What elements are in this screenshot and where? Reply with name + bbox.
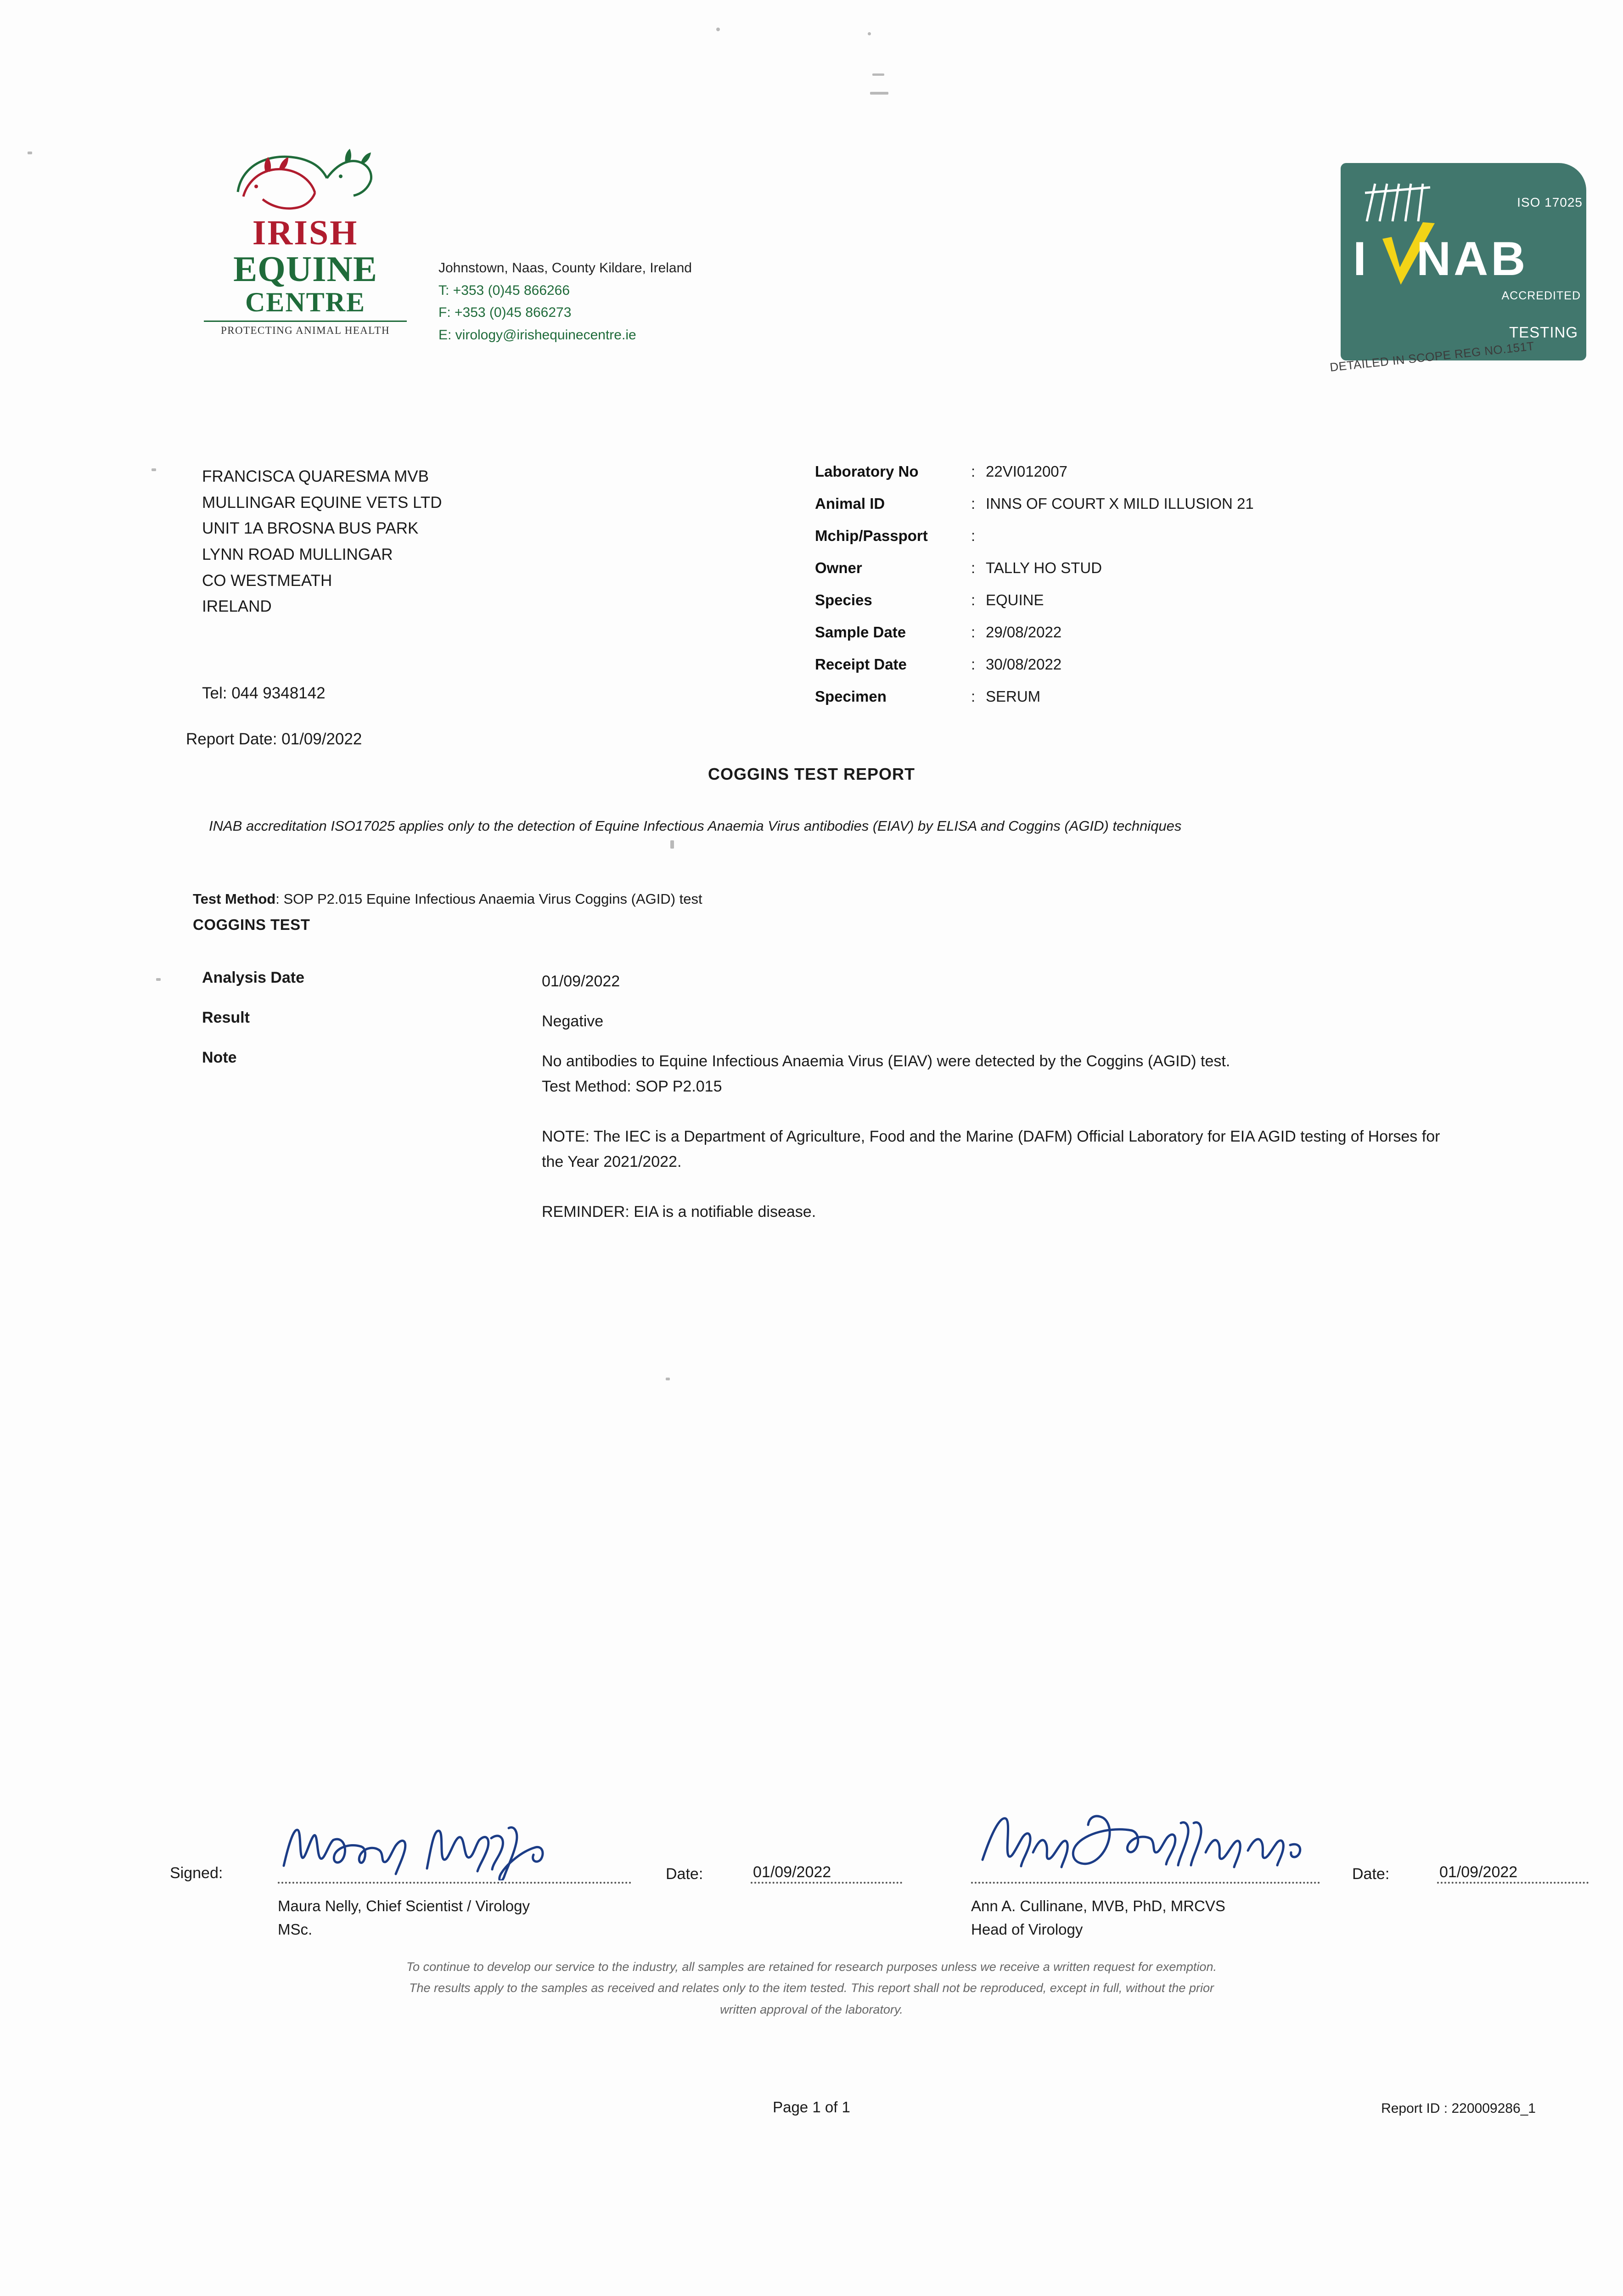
signed-label: Signed: bbox=[170, 1864, 223, 1882]
detail-value: EQUINE bbox=[986, 591, 1044, 608]
company-logo bbox=[197, 142, 413, 337]
detail-key: Animal ID bbox=[815, 495, 885, 512]
detail-value: TALLY HO STUD bbox=[986, 559, 1102, 576]
note-value bbox=[542, 1049, 1442, 1225]
table-row bbox=[815, 625, 1254, 657]
detail-colon: : bbox=[971, 688, 976, 705]
detail-value: 30/08/2022 bbox=[986, 656, 1062, 673]
results-block bbox=[202, 969, 1442, 1240]
contact-fax: F: +353 (0)45 866273 bbox=[438, 305, 572, 321]
table-row bbox=[815, 464, 1254, 496]
inab-accredited-label: ACCREDITED bbox=[1501, 289, 1581, 302]
page-number: Page 1 of 1 bbox=[773, 2099, 850, 2116]
recipient-line: LYNN ROAD MULLINGAR bbox=[202, 546, 393, 564]
date-value-right: 01/09/2022 bbox=[1439, 1863, 1518, 1881]
date-line-left bbox=[751, 1882, 902, 1884]
contact-block bbox=[438, 257, 692, 346]
detail-colon: : bbox=[971, 559, 976, 576]
analysis-date-value: 01/09/2022 bbox=[542, 973, 620, 990]
footer-disclaimer bbox=[0, 1956, 1623, 2020]
detail-colon: : bbox=[971, 591, 976, 608]
recipient-telephone: Tel: 044 9348142 bbox=[202, 684, 326, 702]
contact-address: Johnstown, Naas, County Kildare, Ireland bbox=[438, 260, 692, 276]
inab-iso-label: ISO 17025 bbox=[1517, 195, 1583, 209]
detail-colon: : bbox=[971, 624, 976, 641]
test-method-label: Test Method bbox=[193, 891, 276, 907]
detail-value: 29/08/2022 bbox=[986, 624, 1062, 641]
contact-email: E: virology@irishequinecentre.ie bbox=[438, 327, 636, 343]
note-label: Note bbox=[202, 1049, 237, 1067]
disclaimer-line: written approval of the laboratory. bbox=[720, 2002, 903, 2016]
table-row bbox=[815, 560, 1254, 592]
logo-word-centre: CENTRE bbox=[245, 287, 366, 317]
result-label: Result bbox=[202, 1009, 250, 1027]
recipient-line: UNIT 1A BROSNA BUS PARK bbox=[202, 519, 419, 538]
detail-key: Specimen bbox=[815, 688, 887, 705]
recipient-line: FRANCISCA QUARESMA MVB bbox=[202, 467, 429, 485]
scan-speck bbox=[670, 840, 674, 849]
detail-colon: : bbox=[971, 495, 976, 512]
signature-line-left bbox=[278, 1882, 631, 1884]
signatory-left-name: Maura Nelly, Chief Scientist / Virology bbox=[278, 1897, 530, 1914]
table-row bbox=[815, 592, 1254, 625]
result-row-analysis-date bbox=[202, 969, 1442, 994]
signatory-left bbox=[278, 1894, 530, 1941]
signature-line-right bbox=[971, 1882, 1320, 1884]
test-method-value: : SOP P2.015 Equine Infectious Anaemia Virus Coggins (AGID) test bbox=[275, 891, 702, 907]
table-row bbox=[815, 528, 1254, 560]
inab-letter-i: I bbox=[1353, 232, 1366, 286]
result-value: Negative bbox=[542, 1013, 604, 1030]
table-row bbox=[815, 657, 1254, 689]
contact-telephone: T: +353 (0)45 866266 bbox=[438, 282, 570, 298]
disclaimer-line: To continue to develop our service to the industry, all samples are retained for research purposes unless we receive a written request for exemption. bbox=[406, 1960, 1217, 1974]
result-row-note bbox=[202, 1049, 1442, 1225]
detail-colon: : bbox=[971, 656, 976, 673]
logo-word-equine: EQUINE bbox=[233, 249, 377, 289]
signature-image-maura-nelly bbox=[275, 1812, 588, 1880]
detail-key: Laboratory No bbox=[815, 463, 919, 480]
detail-key: Sample Date bbox=[815, 624, 906, 641]
section-heading: COGGINS TEST bbox=[193, 916, 310, 933]
detail-colon: : bbox=[971, 463, 976, 480]
disclaimer-line: The results apply to the samples as received and relates only to the item tested. This report shall not be reproduced, except in full, without the prior bbox=[409, 1981, 1214, 1995]
logo-divider bbox=[204, 321, 407, 322]
signature-image-ann-cullinane bbox=[973, 1805, 1309, 1878]
document-header bbox=[0, 0, 1623, 441]
detail-key: Receipt Date bbox=[815, 656, 907, 673]
table-row bbox=[815, 496, 1254, 528]
detail-key: Species bbox=[815, 591, 872, 608]
detail-key: Owner bbox=[815, 559, 862, 576]
note-paragraph: No antibodies to Equine Infectious Anaemia Virus (EIAV) were detected by the Coggins (AGID) test. bbox=[542, 1052, 1230, 1070]
result-row-result bbox=[202, 1009, 1442, 1034]
signatory-left-qual: MSc. bbox=[278, 1921, 313, 1938]
logo-word-irish: IRISH bbox=[252, 214, 359, 252]
inab-accreditation-logo bbox=[1325, 152, 1605, 409]
signatory-right-role: Head of Virology bbox=[971, 1921, 1083, 1938]
scan-speck bbox=[152, 468, 156, 471]
report-date: Report Date: 01/09/2022 bbox=[186, 730, 362, 748]
date-label-right: Date: bbox=[1352, 1865, 1390, 1883]
table-row bbox=[815, 689, 1254, 721]
detail-value: SERUM bbox=[986, 688, 1041, 705]
scan-speck bbox=[666, 1378, 670, 1380]
signatory-right bbox=[971, 1894, 1225, 1941]
detail-key: Mchip/Passport bbox=[815, 527, 928, 544]
date-label-left: Date: bbox=[666, 1865, 703, 1883]
recipient-line: IRELAND bbox=[202, 597, 272, 616]
detail-colon: : bbox=[971, 527, 976, 544]
recipient-address bbox=[202, 464, 442, 620]
report-id: Report ID : 220009286_1 bbox=[1381, 2101, 1536, 2116]
inab-scope-label: DETAILED IN SCOPE REG NO.151T bbox=[1329, 339, 1535, 374]
inab-testing-label: TESTING bbox=[1509, 324, 1578, 341]
logo-tagline: PROTECTING ANIMAL HEALTH bbox=[221, 324, 390, 336]
analysis-date-label: Analysis Date bbox=[202, 969, 304, 986]
inab-letters-nab: NAB bbox=[1416, 232, 1528, 286]
detail-value: INNS OF COURT X MILD ILLUSION 21 bbox=[986, 495, 1254, 512]
note-paragraph: Test Method: SOP P2.015 bbox=[542, 1078, 722, 1096]
date-value-left: 01/09/2022 bbox=[753, 1863, 831, 1881]
date-line-right bbox=[1437, 1882, 1589, 1884]
recipient-line: MULLINGAR EQUINE VETS LTD bbox=[202, 493, 442, 512]
scan-speck bbox=[156, 978, 161, 981]
note-paragraph: NOTE: The IEC is a Department of Agriculture, Food and the Marine (DAFM) Official Laboratory for EIA AGID testing of Horses for the Year 2021/2022. bbox=[542, 1128, 1440, 1171]
recipient-line: CO WESTMEATH bbox=[202, 571, 332, 590]
signatory-right-name: Ann A. Cullinane, MVB, PhD, MRCVS bbox=[971, 1897, 1225, 1914]
detail-value: 22VI012007 bbox=[986, 463, 1068, 480]
page-title: COGGINS TEST REPORT bbox=[708, 765, 915, 783]
note-paragraph: REMINDER: EIA is a notifiable disease. bbox=[542, 1203, 816, 1221]
accreditation-note: INAB accreditation ISO17025 applies only to the detection of Equine Infectious Anaemia Virus antibodies (EIAV) by ELISA and Coggins (AGID) techniques bbox=[209, 818, 1182, 834]
sample-details-table bbox=[815, 464, 1254, 721]
horse-heads-icon bbox=[230, 142, 381, 214]
test-method-line bbox=[193, 891, 702, 907]
inab-hatch-icon bbox=[1361, 179, 1444, 225]
